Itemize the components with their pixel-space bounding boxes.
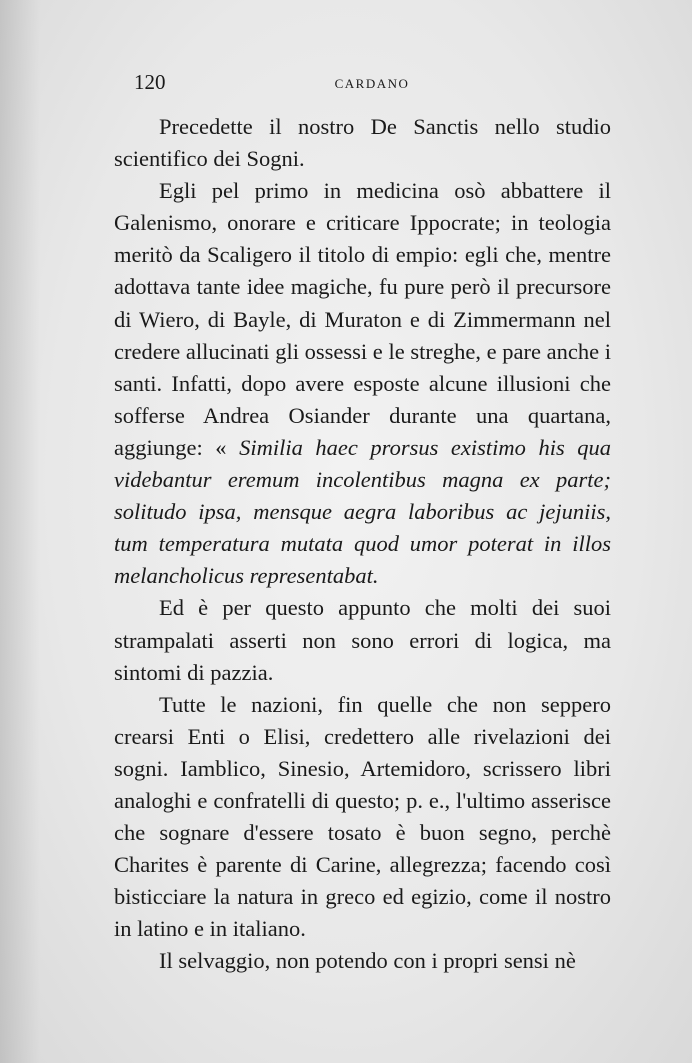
body-text (114, 111, 611, 978)
paragraph-4: Tutte le nazioni, fin quelle che non seppero crearsi Enti o Elisi, credettero alle rivelazioni dei sogni. Iamblico, Sinesio, Artemidoro, scrissero libri analoghi e confratelli di questo; p. e., l'ultimo asserisce che sognare d'essere tosato è buon segno, perchè Charites è parente di Carine, allegrezza; facendo così bisticciare la natura in greco ed egizio, come il nostro in latino e in italiano. (114, 691, 611, 942)
page-number: 120 (134, 70, 166, 94)
page-header (134, 70, 610, 100)
running-title: CARDANO (334, 76, 410, 91)
paragraph-2-text: Egli pel primo in medicina osò abbattere il Galenismo, onorare e criticare Ippocrate; in teologia meritò da Scaligero il titolo di empio: egli che, mentre adottava tante idee magiche, fu pure però il precursore di Wiero, di Bayle, di Muraton e di Zimmermann nel credere allucinati gli ossessi e le streghe, e pare anche i santi. Infatti, dopo avere esposte alcune illusioni che sofferse Andrea Osiander durante una quartana, aggiunge: « (114, 178, 611, 460)
paragraph-3: Ed è per questo appunto che molti dei suoi strampalati asserti non sono errori di logica, ma sintomi di pazzia. (114, 595, 611, 685)
paragraph-1: Precedette il nostro De Sanctis nello studio scientifico dei Sogni. (114, 114, 611, 172)
paragraph-5: Il selvaggio, non potendo con i propri sensi nè (159, 948, 576, 974)
paragraph-2 (114, 175, 611, 592)
latin-quote: Similia haec prorsus existimo his qua videbantur eremum incolentibus magna ex parte; solitudo ipsa, mensque aegra laboribus ac jejuniis, tum temperatura mutata quod umor poterat in illos melancholicus representabat. (114, 434, 612, 589)
